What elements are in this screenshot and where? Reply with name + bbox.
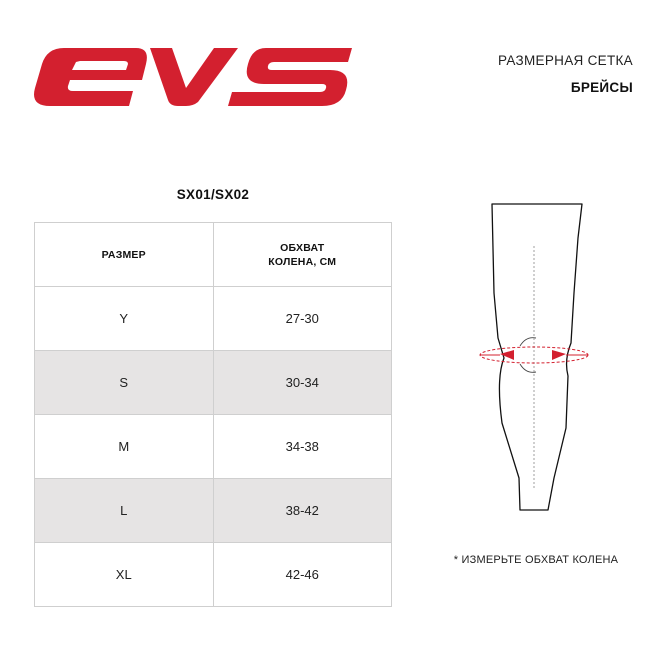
table-row [35,415,392,479]
range-cell: 27-30 [213,287,392,351]
range-cell: 42-46 [213,543,392,607]
range-cell: 30-34 [213,351,392,415]
header-chart-label: РАЗМЕРНАЯ СЕТКА [498,53,633,68]
size-table [34,222,392,607]
table-row [35,287,392,351]
size-cell: L [35,479,214,543]
size-cell: XL [35,543,214,607]
size-cell: S [35,351,214,415]
table-title: SX01/SX02 [176,187,250,202]
column-header-knee-circumference: ОБХВАТ КОЛЕНА, СМ [213,223,392,287]
measurement-note: * ИЗМЕРЬТЕ ОБХВАТ КОЛЕНА [453,554,619,566]
table-row [35,479,392,543]
size-cell: Y [35,287,214,351]
range-cell: 34-38 [213,415,392,479]
column-header-size: РАЗМЕР [35,223,214,287]
table-row [35,543,392,607]
table-header-row [35,223,392,287]
size-cell: M [35,415,214,479]
leg-measurement-icon [474,198,594,518]
table-row [35,351,392,415]
range-cell: 38-42 [213,479,392,543]
header-product-label: БРЕЙСЫ [570,80,633,95]
evs-logo [30,46,360,108]
